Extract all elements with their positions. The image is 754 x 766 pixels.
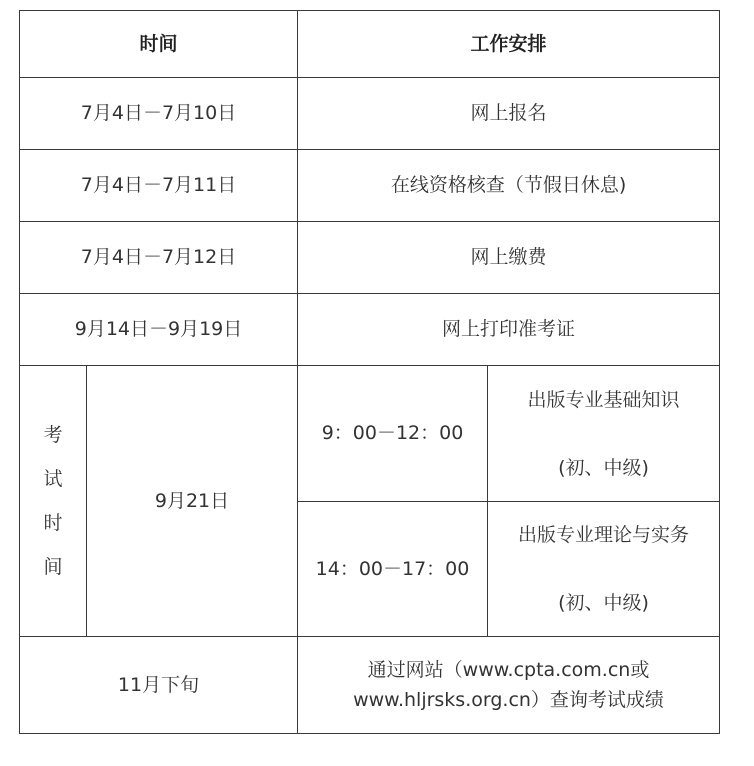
session-subject-cell: [488, 366, 720, 502]
row-time: 9月14日－9月19日: [20, 294, 298, 366]
header-arrangement: 工作安排: [298, 11, 720, 78]
exam-label: 考试时间: [43, 424, 63, 578]
table-row: [20, 78, 720, 150]
session-subject-cell: [488, 502, 720, 637]
schedule-table: [19, 10, 720, 734]
table-row: [20, 294, 720, 366]
row-time: 7月4日－7月11日: [20, 150, 298, 222]
table-row: [20, 150, 720, 222]
session-time: 9：00－12：00: [298, 366, 488, 502]
row-task: 在线资格核查（节假日休息): [298, 150, 720, 222]
row-task: 网上打印准考证: [298, 294, 720, 366]
schedule-container: [19, 10, 719, 734]
row-time: 11月下旬: [20, 637, 298, 734]
header-time: 时间: [20, 11, 298, 78]
table-row: [20, 637, 720, 734]
session-level: (初、中级): [558, 456, 649, 479]
row-task: 网上报名: [298, 78, 720, 150]
session-time: 14：00－17：00: [298, 502, 488, 637]
row-time: 7月4日－7月10日: [20, 78, 298, 150]
exam-date: 9月21日: [87, 366, 298, 637]
row-task-cell: [298, 637, 720, 734]
table-row: [20, 222, 720, 294]
session-subject: 出版专业理论与实务: [518, 524, 690, 546]
row-task: 网上缴费: [298, 222, 720, 294]
exam-row-morning: [20, 366, 720, 502]
session-subject: 出版专业基础知识: [527, 388, 680, 411]
row-time: 7月4日－7月12日: [20, 222, 298, 294]
session-level: (初、中级): [558, 592, 649, 614]
row-task: 通过网站（www.cpta.com.cn或www.hljrsks.org.cn）查询考试成绩: [353, 658, 664, 711]
table-header-row: [20, 11, 720, 78]
exam-label-cell: [20, 366, 87, 637]
